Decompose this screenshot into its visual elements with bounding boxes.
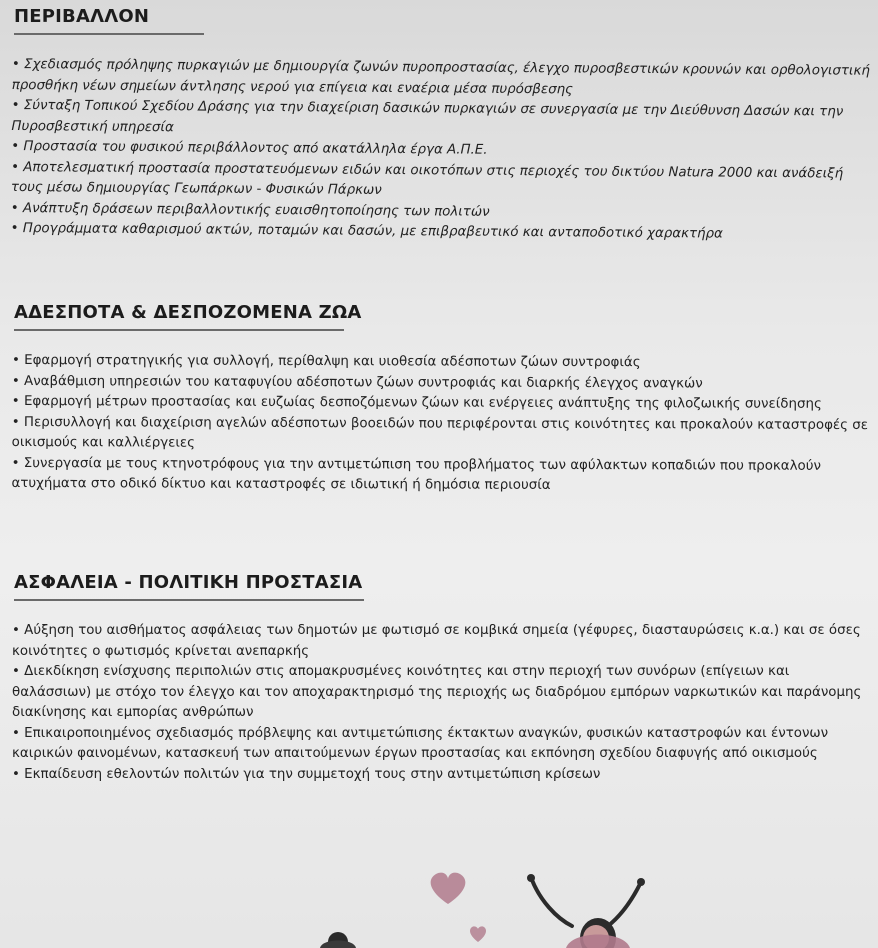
list-item: • Σχεδιασμός πρόληψης πυρκαγιών με δημιουργία ζωνών πυροπροστασίας, έλεγχο πυροσβεστικών κρουνών και ορθολογιστική προσθήκη νέων σημείων άντλησης νερού για επίγεια και εναέρια μέσα πυρόσβεσης	[11, 56, 870, 97]
list-item: • Αποτελεσματική προστασία προστατευόμενων ειδών και οικοτόπων στις περιοχές του δικτύου Natura 2000 και ανάδειξή τους μέσω δημιουργίας Γεωπάρκων - Φυσικών Πάρκων	[10, 159, 844, 198]
person-figure	[527, 874, 645, 948]
list-item: • Εκπαίδευση εθελοντών πολιτών για την συμμετοχή τους στην αντιμετώπιση κρίσεων	[12, 766, 601, 782]
list-item: • Ανάπτυξη δράσεων περιβαλλοντικής ευαισθητοποίησης των πολιτών	[10, 200, 490, 220]
section-title: ΑΣΦΑΛΕΙΑ - ΠΟΛΙΤΙΚΗ ΠΡΟΣΤΑΣΙΑ	[14, 572, 363, 593]
heart-icon	[431, 873, 466, 904]
list-item: • Προστασία του φυσικού περιβάλλοντος από ακατάλληλα έργα Α.Π.Ε.	[11, 138, 488, 158]
list-item: • Περισυλλογή και διαχείριση αγελών αδέσποτων βοοειδών που περιφέρονται στις κοινότητες και προκαλούν καταστροφές σε οικισμούς και καλλιέργειες	[11, 414, 869, 451]
section-civil-protection	[12, 572, 872, 785]
section-body	[12, 621, 872, 785]
section-underline	[14, 33, 204, 35]
section-underline	[14, 599, 364, 601]
list-item: • Αύξηση του αισθήματος ασφάλειας των δημοτών με φωτισμό σε κομβικά σημεία (γέφυρες, διασταυρώσεις κ.α.) και σε όσες κοινότητες ο φωτισμός κρίνεται ανεπαρκής	[12, 623, 861, 659]
section-body	[11, 55, 872, 246]
list-item: • Αναβάθμιση υπηρεσιών του καταφυγίου αδέσποτων ζώων συντροφιάς και διαρκής έλεγχος αναγκών	[11, 373, 703, 391]
list-item: • Εφαρμογή μέτρων προστασίας και ευζωίας δεσποζόμενων ζώων και ενέργειες ανάπτυξης της φιλοζωικής συνείδησης	[11, 393, 822, 412]
person-figure	[320, 932, 356, 948]
section-animals	[12, 302, 872, 495]
section-body	[11, 351, 871, 498]
section-environment	[12, 6, 872, 240]
list-item: • Σύνταξη Τοπικού Σχεδίου Δράσης για την διαχείριση δασικών πυρκαγιών σε συνεργασία με την Διεύθυνση Δασών και την Πυροσβεστική υπηρεσία	[11, 97, 844, 135]
footer-illustration	[0, 860, 878, 948]
list-item: • Συνεργασία με τους κτηνοτρόφους για την αντιμετώπιση του προβλήματος των αφύλακτων κοπαδιών που προκαλούν ατυχήματα στο οδικό δίκτυο και καταστροφές σε ιδιωτική ή δημόσια περιουσία	[11, 455, 822, 493]
list-item: • Διεκδίκηση ενίσχυσης περιπολιών στις απομακρυσμένες κοινότητες και στην περιοχή των συνόρων (επίγειων και θαλάσσιων) με στόχο τον έλεγχο και τον αποχαρακτηρισμό της περιοχής ως διαδρόμου εμπόρων ναρκωτικών και παράνομης διακίνησης και εμπορίας ανθρώπων	[12, 664, 862, 720]
list-item: • Εφαρμογή στρατηγικής για συλλογή, περίθαλψη και υιοθεσία αδέσποτων ζώων συντροφιάς	[11, 353, 641, 371]
section-title: ΑΔΕΣΠΟΤΑ & ΔΕΣΠΟΖΟΜΕΝΑ ΖΩΑ	[14, 302, 362, 323]
list-item: • Προγράμματα καθαρισμού ακτών, ποταμών και δασών, με επιβραβευτικό και ανταποδοτικό χαρακτήρα	[10, 220, 723, 242]
list-item: • Επικαιροποιημένος σχεδιασμός πρόβλεψης και αντιμετώπισης έκτακτων αναγκών, φυσικών καταστροφών και έντονων καιρικών φαινομένων, κατασκευή των απαιτούμενων έργων προστασίας και εκπόνηση σχεδίου διαφυγής από οικισμούς	[12, 725, 829, 761]
heart-icon	[470, 926, 486, 942]
section-underline	[14, 329, 344, 331]
section-title: ΠΕΡΙΒΑΛΛΟΝ	[14, 6, 150, 27]
